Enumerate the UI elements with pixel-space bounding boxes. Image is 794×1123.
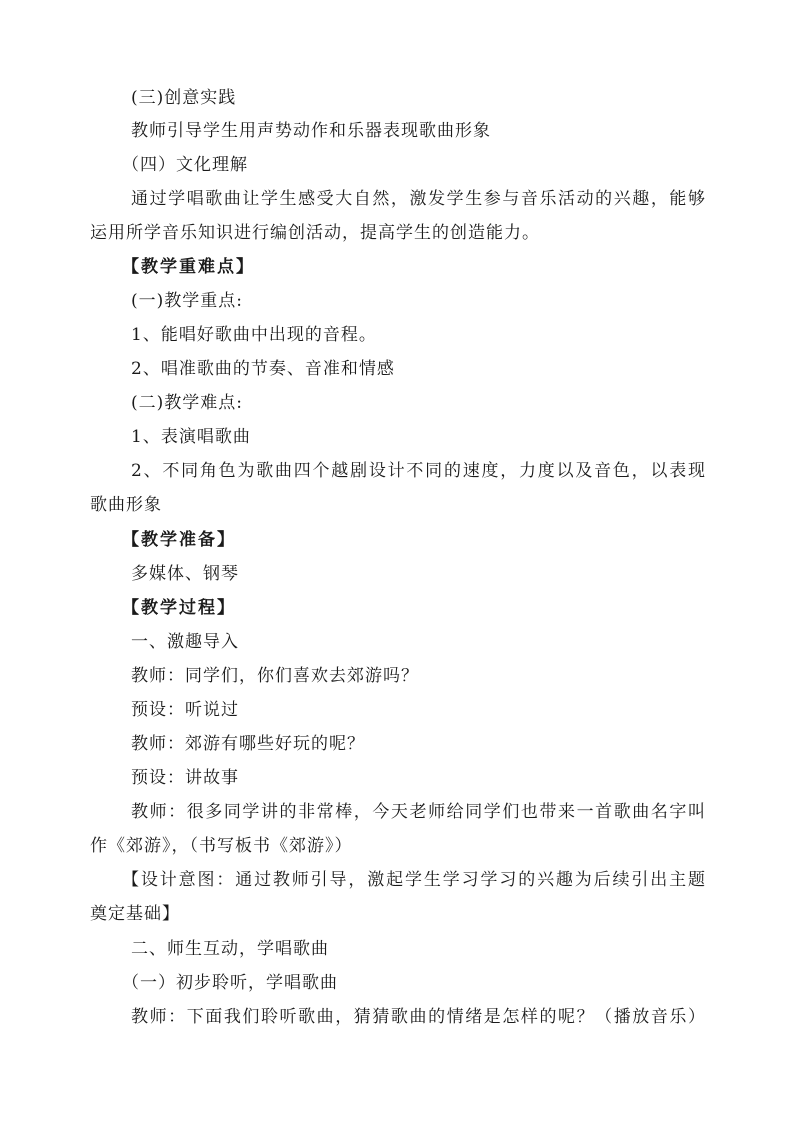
design-intent-line-2: 奠定基础】: [90, 904, 180, 924]
heading-teaching-process: 【教学过程】: [122, 598, 236, 618]
paragraph-cultural-line-2: 运用所学音乐知识进行编创活动，提高学生的创造能力。: [90, 223, 540, 243]
difficult-point-1: 1、表演唱歌曲: [131, 427, 251, 447]
key-point-1: 1、能唱好歌曲中出现的音程。: [131, 325, 377, 345]
dialogue-teacher-3-line-2: 作《郊游》，（书写板书《郊游》）: [90, 836, 353, 856]
dialogue-teacher-1: 教师：同学们，你们喜欢去郊游吗？: [131, 666, 419, 686]
heading-key-difficult-points: 【教学重难点】: [122, 257, 255, 277]
section-cultural-understanding: （四）文化理解: [122, 155, 248, 175]
key-point-2: 2、唱准歌曲的节奏、音准和情感: [131, 359, 395, 379]
section-creative-practice: (三)创意实践: [131, 88, 237, 108]
difficult-point-2-line-1: 2、不同角色为歌曲四个越剧设计不同的速度，力度以及音色，以表现: [131, 461, 706, 481]
paragraph-cultural-line-1: 通过学唱歌曲让学生感受大自然，激发学生参与音乐活动的兴趣，能够: [131, 189, 706, 209]
preparation-items: 多媒体、钢琴: [131, 564, 239, 584]
subheading-difficult-points: (二)教学难点:: [131, 393, 243, 413]
substep-1-title: （一）初步聆听，学唱歌曲: [122, 973, 338, 993]
design-intent-line-1: 【设计意图：通过教师引导，激起学生学习学习的兴趣为后续引出主题: [122, 870, 706, 890]
difficult-point-2-line-2: 歌曲形象: [90, 495, 162, 515]
dialogue-teacher-4: 教师：下面我们聆听歌曲，猜猜歌曲的情绪是怎样的呢？（播放音乐）: [131, 1007, 706, 1027]
dialogue-preset-2: 预设：讲故事: [131, 768, 239, 788]
step-1-title: 一、激趣导入: [131, 632, 239, 652]
paragraph-creative-practice: 教师引导学生用声势动作和乐器表现歌曲形象: [131, 121, 491, 141]
subheading-key-points: (一)教学重点:: [131, 291, 243, 311]
dialogue-teacher-3-line-1: 教师：很多同学讲的非常棒，今天老师给同学们也带来一首歌曲名字叫: [131, 802, 706, 822]
heading-teaching-preparation: 【教学准备】: [122, 530, 236, 550]
dialogue-teacher-2: 教师：郊游有哪些好玩的呢？: [131, 734, 365, 754]
step-2-title: 二、师生互动，学唱歌曲: [131, 939, 329, 959]
dialogue-preset-1: 预设：听说过: [131, 700, 239, 720]
